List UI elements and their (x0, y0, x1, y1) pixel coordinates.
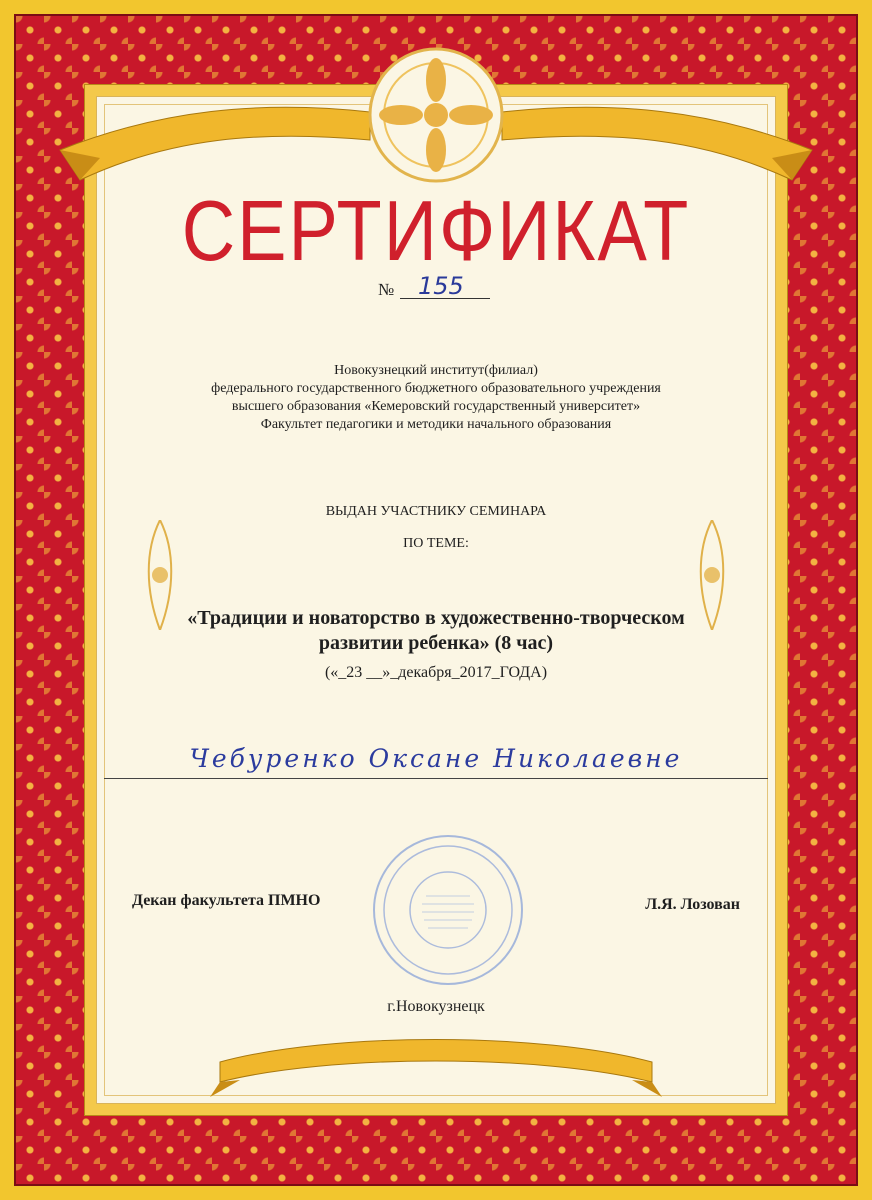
official-seal-stamp (368, 830, 528, 990)
bottom-ribbon-ornament (210, 1022, 662, 1102)
seminar-topic-line: развитии ребенка» (8 час) (318, 632, 554, 654)
certificate-number-label: № (378, 280, 395, 299)
top-ribbon-ornament (40, 40, 832, 190)
dean-label: Декан факультета ПМНО (132, 892, 321, 909)
seminar-topic-line: «Традиции и новаторство в художественно-творческом (187, 607, 685, 629)
certificate-number-underline (400, 298, 490, 299)
city-text: г.Новокузнецк (387, 998, 485, 1015)
seminar-topic (96, 606, 776, 656)
certificate-title: СЕРТИФИКАТ (181, 182, 691, 279)
on-theme-text: ПО ТЕМЕ: (403, 536, 469, 551)
dean-name: Л.Я. Лозован (645, 896, 740, 913)
institution-line: Факультет педагогики и методики начального образования (260, 417, 612, 432)
recipient-name: Чебуренко Оксане Николаевне (189, 744, 683, 773)
recipient-name-underline (104, 778, 768, 779)
institution-line: высшего образования «Кемеровский государственный университет» (231, 399, 641, 414)
issued-to-text: ВЫДАН УЧАСТНИКУ СЕМИНАРА (325, 504, 547, 519)
institution-line: федерального государственного бюджетного образовательного учреждения (211, 381, 661, 396)
seminar-date: («_23 __»_декабря_2017_ГОДА) (324, 664, 548, 681)
certificate-number-value: 155 (418, 272, 464, 300)
institution-block (96, 362, 776, 434)
institution-line: Новокузнецкий институт(филиал) (334, 363, 538, 378)
